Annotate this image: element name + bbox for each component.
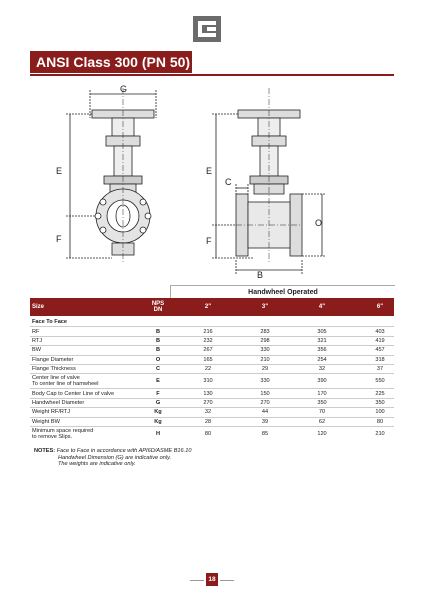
page-number: 18 [206,573,218,586]
cell-value: 350 [317,399,327,406]
group-header: Handwheel Operated [170,285,395,299]
row-dn: Kg [154,409,162,416]
size-col-2: 4" [318,303,326,310]
row-label-line: Center line of valve [32,375,80,382]
cell-value: 254 [317,356,327,363]
row-label-line: Flange Thickness [32,366,76,373]
cell-value: 29 [261,366,269,373]
cell-value: 100 [375,409,385,416]
cell-value: 457 [375,347,385,354]
cell-value: 62 [318,418,326,425]
dim-label-e-left: E [56,166,63,176]
cell-value: 232 [203,337,213,344]
table-row [30,373,394,388]
table-row [30,345,394,354]
table-row [30,388,394,397]
notes [34,448,374,468]
row-dn: B [155,337,161,344]
row-label-line: Flange Diameter [32,356,74,363]
table-row [30,318,394,326]
row-dn: B [155,347,161,354]
dim-label-e-right: E [206,166,213,176]
cell-value: 270 [203,399,213,406]
row-label [32,366,152,372]
row-label-line: Minimum space required [32,427,94,434]
note-line: Face to Face in accordance with API6D/ASME B16.10 [56,448,192,454]
cell-value: 419 [375,337,385,344]
row-label-line: To center line of hamwheel [32,381,99,388]
row-label [32,347,152,353]
row-label [32,428,152,440]
cell-value: 39 [261,418,269,425]
cell-value: 210 [375,430,385,437]
cell-value: 267 [203,347,213,354]
cell-value: 298 [260,337,270,344]
cell-value: 305 [317,328,327,335]
dim-label-g: G [120,84,128,94]
cell-value: 330 [260,347,270,354]
size-col-0: 2" [204,303,212,310]
cell-value: 120 [317,430,327,437]
cell-value: 283 [260,328,270,335]
cell-value: 44 [261,409,269,416]
cell-value: 70 [318,409,326,416]
row-label [32,338,152,344]
row-dn: O [155,356,161,363]
table-row [30,407,394,416]
size-label: Size [32,303,45,310]
row-label-line: Weight BW [32,418,60,425]
row-dn: E [156,378,160,385]
cell-value: 28 [204,418,212,425]
row-label [32,391,152,397]
dim-label-o: O [315,218,323,228]
row-label-line: Weight RF/RTJ [32,409,71,416]
row-label-line: BW [32,347,42,354]
row-dn: C [155,366,161,373]
row-label-line: RTJ [32,337,43,344]
row-label [32,400,152,406]
cell-value: 22 [204,366,212,373]
page-rule-left [190,580,204,581]
row-label [32,319,152,325]
row-label-line: Handwheel Diameter [32,399,85,406]
cell-value: 130 [203,390,213,397]
row-label-line: to remove Slips. [32,433,73,440]
row-label [32,409,152,415]
cell-value: 225 [375,390,385,397]
cell-value: 80 [204,430,212,437]
row-label-line: Face To Face [32,319,68,326]
dn-label: DN [153,307,163,313]
note-line: The weights are indicative only. [58,461,136,468]
cell-value: 403 [375,328,385,335]
notes-label: NOTES: [34,448,56,454]
title-rule [30,74,394,76]
row-label-line: RF [32,328,40,335]
note-line: Handwheel Dimension (G) are indicative only. [58,454,172,461]
table-row [30,326,394,335]
cell-value: 318 [375,356,385,363]
row-dn: B [155,328,161,335]
table-row [30,417,394,426]
dim-label-f-right: F [206,236,212,246]
dim-label-c: C [225,177,232,187]
nps-label: NPS [151,300,165,307]
row-dn: G [155,399,161,406]
row-label [32,357,152,363]
cell-value: 350 [375,399,385,406]
row-dn: H [155,430,161,437]
cell-value: 356 [317,347,327,354]
cell-value: 80 [376,418,384,425]
dim-label-b: B [257,270,264,280]
cell-value: 330 [260,378,270,385]
cell-value: 170 [317,390,327,397]
page-title: ANSI Class 300 (PN 50) [30,51,192,73]
table-body [30,318,394,441]
cell-value: 310 [203,378,213,385]
cell-value: 550 [375,378,385,385]
cell-value: 165 [203,356,213,363]
cell-value: 216 [203,328,213,335]
table-row [30,336,394,345]
cell-value: 85 [261,430,269,437]
cell-value: 210 [260,356,270,363]
row-label [32,419,152,425]
cell-value: 150 [260,390,270,397]
nps-dn-label [144,298,172,316]
table-header [30,298,394,316]
row-dn: Kg [154,418,162,425]
cell-value: 270 [260,399,270,406]
cell-value: 390 [317,378,327,385]
company-logo-icon [193,16,221,42]
cell-value: 37 [376,366,384,373]
row-label-line: Body Cap to Center Line of valve [32,390,115,397]
size-col-3: 6" [376,303,384,310]
table-row [30,398,394,407]
table-row [30,355,394,364]
cell-value: 32 [204,409,212,416]
row-label [32,329,152,335]
table-row [30,364,394,373]
size-col-1: 3" [261,303,269,310]
table-row [30,426,394,441]
row-dn: F [156,390,160,397]
page-rule-right [220,580,234,581]
dim-label-f-left: F [56,234,62,244]
cell-value: 321 [317,337,327,344]
row-label [32,375,152,387]
valve-drawing [30,78,394,280]
cell-value: 32 [318,366,326,373]
